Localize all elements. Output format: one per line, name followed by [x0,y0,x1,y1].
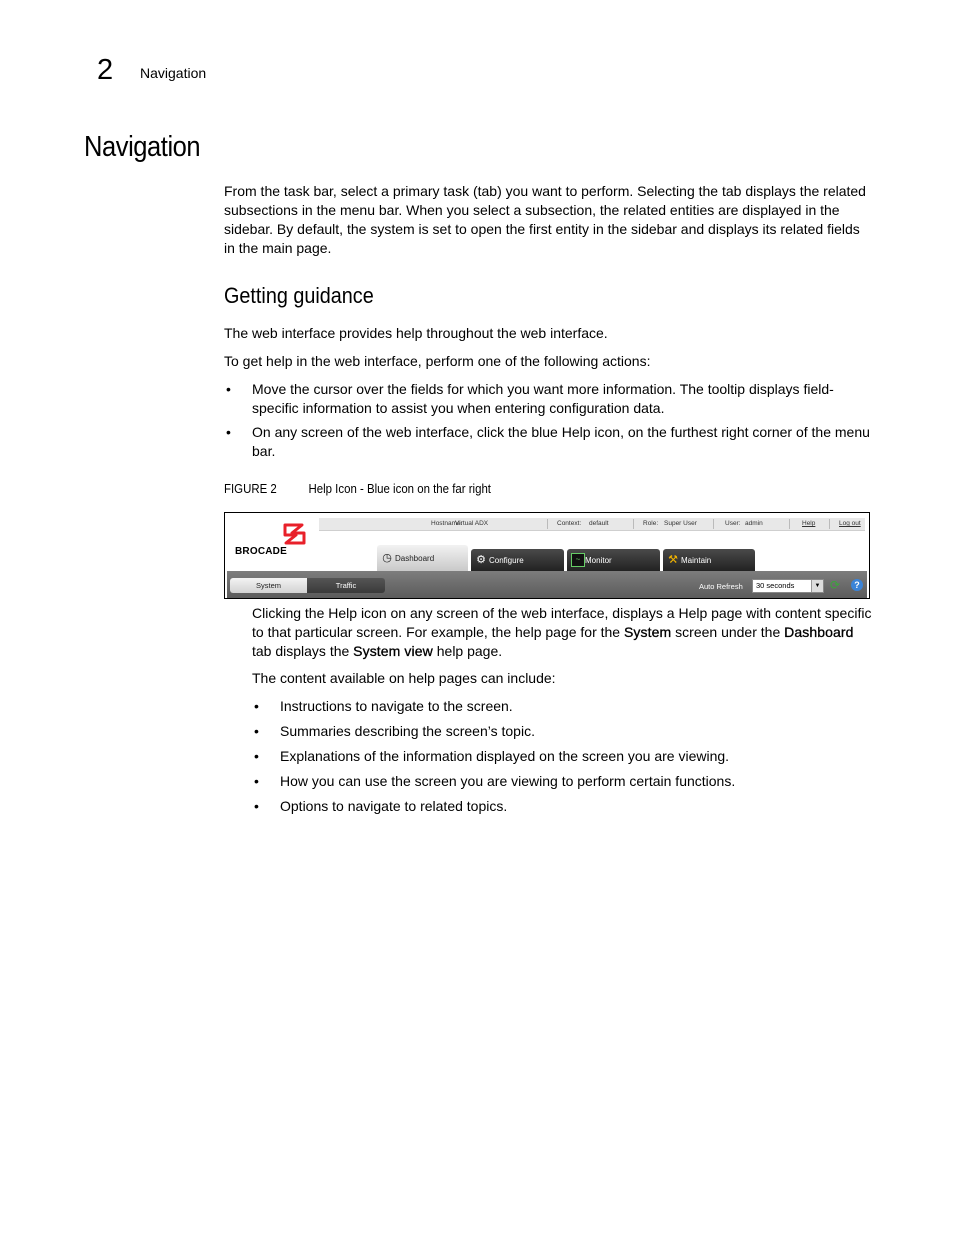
logout-link[interactable]: Log out [839,520,861,527]
subtab-system[interactable]: System [230,578,307,593]
help-content-list [252,697,872,822]
section-title: Getting guidance [224,283,374,308]
ui-screenshot [224,512,870,599]
monitor-icon: ~ [571,553,585,567]
auto-refresh-select[interactable]: 30 seconds ▼ [752,579,824,593]
chapter-number: 2 [97,54,114,86]
figure-number: FIGURE 2 [224,481,277,496]
page-title: Navigation [84,131,201,163]
tab-monitor[interactable]: ~ Monitor [567,549,660,571]
role-label: Role: [643,520,659,527]
list-item: • Summaries describing the screen’s topic. [252,722,872,741]
info-bar [319,518,865,531]
brocade-logo-icon [282,523,308,545]
chevron-down-icon: ▼ [811,580,823,592]
refresh-icon[interactable]: ⟳ [830,578,841,592]
hostname-value: Virtual ADX [455,520,489,527]
subtab-traffic[interactable]: Traffic [307,578,385,593]
after-paragraph-1: Clicking the Help icon on any screen of the web interface, displays a Help page with content specific to that particular screen. For example, the help page for the System screen under the Dashboard tab displays the System view help page. [252,605,872,659]
list-item: • Explanations of the information displayed on the screen you are viewing. [252,747,872,766]
role-value: Super User [664,520,697,527]
tab-dashboard[interactable]: ◷ Dashboard [377,545,468,571]
gear-icon: ⚙ [476,554,486,566]
help-link[interactable]: Help [802,520,816,527]
help-icon[interactable]: ? [851,579,863,591]
hostname-label: Hostname: [431,520,463,527]
auto-refresh-label: Auto Refresh [699,582,743,591]
ui-term-system-view: System view [353,643,433,659]
section-paragraph-2: To get help in the web interface, perform one of the following actions: [224,353,651,369]
running-header: Navigation [140,65,207,81]
ui-term-system: System [623,624,672,640]
user-value: admin [745,520,763,527]
list-item: • Move the cursor over the fields for which you want more information. The tooltip displays field-specific information to assist you when entering configuration data. [224,380,874,418]
list-item: • How you can use the screen you are viewing to perform certain functions. [252,772,872,791]
figure-caption-text: Help Icon - Blue icon on the far right [308,481,491,496]
user-label: User: [725,520,741,527]
context-value: default [589,520,609,527]
intro-paragraph: From the task bar, select a primary task (tab) you want to perform. Selecting the tab displays the related subsections in the menu bar. When you select a subsection, the related entities are displayed in the sidebar. By default, the system is set to open the first entity in the sidebar and displays its related fields in the main page. [224,183,866,256]
section-paragraph-1: The web interface provides help throughout the web interface. [224,325,608,341]
list-item: • Options to navigate to related topics. [252,797,872,816]
tab-configure[interactable]: ⚙ Configure [471,549,564,571]
context-label: Context: [557,520,582,527]
guidance-list [224,380,874,466]
after-paragraph-2: The content available on help pages can include: [252,670,556,686]
brand-name: BROCADE [235,546,287,557]
ui-term-dashboard: Dashboard [784,624,854,640]
figure-caption [224,481,491,496]
dashboard-icon: ◷ [382,552,392,564]
list-item: • On any screen of the web interface, click the blue Help icon, on the furthest right corner of the menu bar. [224,423,874,461]
tab-maintain[interactable]: ⚒ Maintain [663,549,755,571]
menu-bar [227,571,867,598]
wrench-icon: ⚒ [668,554,678,566]
list-item: • Instructions to navigate to the screen. [252,697,872,716]
